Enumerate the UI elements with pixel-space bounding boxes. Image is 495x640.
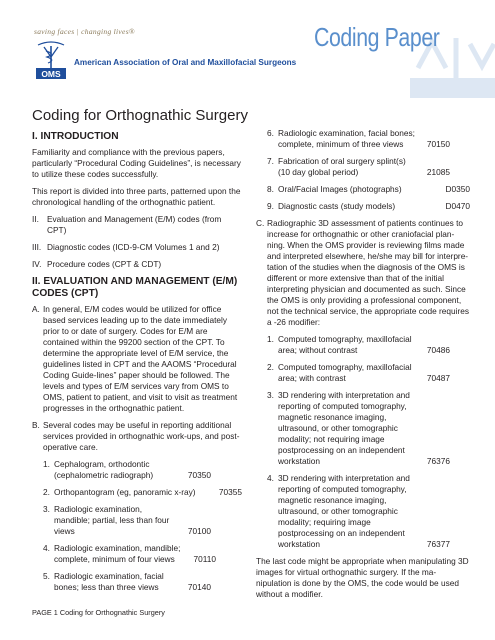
page-footer: PAGE 1 Coding for Orthognathic Surgery bbox=[32, 608, 165, 617]
part-item bbox=[32, 242, 242, 253]
code-number: 3. bbox=[43, 504, 50, 514]
part-text: Evaluation and Management (E/M) codes (from CPT) bbox=[47, 214, 222, 235]
code-value: 70150 bbox=[426, 139, 450, 149]
code-value: D0350 bbox=[445, 184, 470, 194]
section-text: In general, E/M codes would be utilized for office based services leading up to the date immediately prior to or date of surgery. Codes for E/M are contained within the 99200 section of the CPT. To determine the appropriate level of E/M service, the guidelines listed in CPT and the AAOMS “Procedural Coding Guide-lines” paper should be followed. The levels and types of E/M services vary from OMS to OMS, patient to patient, and visit to visit as treatment progresses in the orthognathic patient. bbox=[43, 304, 238, 413]
code-description: 3D rendering with interpretation and reporting of computed tomography, magnetic resonance imaging, ultrasound, or other tomographic modality; not requiring image postprocessing on an independent workstation bbox=[278, 390, 410, 466]
code-description: Diagnostic casts (study models) bbox=[278, 201, 396, 211]
section-label: B. bbox=[32, 420, 40, 430]
part-number: III. bbox=[32, 242, 42, 252]
code-number: 4. bbox=[267, 473, 274, 483]
part-text: Diagnostic codes (ICD-9-CM Volumes 1 and 2) bbox=[47, 242, 220, 252]
code-row bbox=[43, 504, 242, 537]
code-row bbox=[267, 128, 470, 150]
code-description: Orthopantogram (eg, panoramic x-ray) bbox=[54, 487, 196, 497]
code-number: 5. bbox=[43, 571, 50, 581]
left-column bbox=[32, 128, 242, 599]
code-value: 70110 bbox=[193, 554, 216, 564]
section-b bbox=[32, 420, 242, 453]
intro-paragraph: Familiarity and compliance with the previous papers, particularly “Procedural Coding Guidelines”, is necessary to utilize these codes successfully. bbox=[32, 147, 241, 179]
section-c bbox=[256, 218, 470, 328]
code-value: D0470 bbox=[445, 201, 470, 211]
code-value: 70355 bbox=[218, 487, 242, 497]
part-number: IV. bbox=[32, 259, 42, 269]
code-number: 9. bbox=[267, 201, 274, 211]
section-a bbox=[32, 304, 242, 414]
code-value: 70486 bbox=[426, 345, 450, 355]
code-number: 2. bbox=[43, 487, 50, 497]
code-description: Radiologic examination, facial bones; less than three views bbox=[54, 571, 164, 592]
code-row bbox=[267, 390, 470, 467]
code-row bbox=[267, 156, 470, 178]
code-row bbox=[267, 184, 470, 195]
logo-text: OMS bbox=[41, 69, 61, 79]
em-heading: II. EVALUATION AND MANAGEMENT (E/M) CODES (CPT) bbox=[32, 276, 238, 299]
right-column bbox=[256, 128, 470, 606]
code-description: Radiologic examination, facial bones; complete, minimum of three views bbox=[278, 128, 415, 149]
code-number: 8. bbox=[267, 184, 274, 194]
code-value: 76376 bbox=[426, 456, 450, 466]
code-value: 21085 bbox=[426, 167, 450, 177]
code-row bbox=[43, 543, 242, 565]
code-description: Cephalogram, orthodontic (cephalometric radiograph) bbox=[54, 459, 154, 480]
part-number: II. bbox=[32, 214, 39, 224]
code-value: 70487 bbox=[426, 373, 450, 383]
code-number: 3. bbox=[267, 390, 274, 400]
section-text: Several codes may be useful in reporting additional services provided in orthognathic work-ups, and post-operative care. bbox=[43, 420, 240, 452]
section-label: A. bbox=[32, 304, 40, 314]
code-row bbox=[43, 571, 242, 593]
part-item bbox=[32, 214, 242, 236]
c-code-list bbox=[267, 334, 470, 550]
closing-paragraph: The last code might be appropriate when manipulating 3D images for virtual orthognathic surgery. If the ma-nipulation is done by the OMS, the code would be used without a modifier. bbox=[256, 556, 469, 599]
b-code-list bbox=[43, 459, 242, 593]
code-number: 7. bbox=[267, 156, 274, 166]
code-description: Fabrication of oral surgery splint(s) (10 day global period) bbox=[278, 156, 406, 177]
section-text: Radiographic 3D assessment of patients continues to increase for orthognathic or other craniofacial plan-ning. When the OMS provider is reviewing films made and interpreted elsewhere, he/she may bill for interpre-tation of the studies when the diagnosis of the OMS is different or more extensive than that of the initial interpreting physician and documented as such. Since the OMS is only providing a professional component, not the technical service, the appropriate code requires a -26 modifier: bbox=[267, 218, 470, 327]
code-row bbox=[43, 487, 242, 498]
code-row bbox=[267, 201, 470, 212]
organization-name: American Association of Oral and Maxillofacial Surgeons bbox=[74, 58, 297, 67]
intro-paragraph: This report is divided into three parts, patterned upon the chronological handling of the orthognathic patient. bbox=[32, 186, 241, 207]
part-item bbox=[32, 259, 242, 270]
section-label: C. bbox=[256, 218, 265, 228]
code-value: 70100 bbox=[187, 526, 211, 536]
code-description: Oral/Facial Images (photographs) bbox=[278, 184, 402, 194]
code-description: Radiologic examination, mandible; partial, less than four views bbox=[54, 504, 170, 536]
code-row bbox=[43, 459, 242, 481]
code-value: 70140 bbox=[187, 582, 211, 592]
code-row bbox=[267, 334, 470, 356]
page-title: Coding for Orthognathic Surgery bbox=[32, 107, 248, 124]
b-code-list-continued bbox=[267, 128, 470, 212]
code-number: 1. bbox=[267, 334, 274, 344]
part-text: Procedure codes (CPT & CDT) bbox=[47, 259, 162, 269]
aaoms-logo bbox=[32, 41, 70, 81]
code-description: Radiologic examination, mandible; complete, minimum of four views bbox=[54, 543, 181, 564]
code-row bbox=[267, 362, 470, 384]
code-description: Computed tomography, maxillofacial area; with contrast bbox=[278, 362, 412, 383]
code-number: 2. bbox=[267, 362, 274, 372]
coding-paper-title: Coding Paper bbox=[314, 22, 440, 52]
code-number: 4. bbox=[43, 543, 50, 553]
code-value: 76377 bbox=[426, 539, 450, 549]
code-value: 70350 bbox=[187, 470, 211, 480]
code-description: 3D rendering with interpretation and reporting of computed tomography, magnetic resonance imaging, ultrasound, or other tomographic modality; requiring image postprocessing on an independent workstation bbox=[278, 473, 410, 549]
tagline: saving faces | changing lives® bbox=[34, 27, 135, 36]
code-description: Computed tomography, maxillofacial area; without contrast bbox=[278, 334, 412, 355]
code-row bbox=[267, 473, 470, 550]
code-number: 1. bbox=[43, 459, 50, 469]
code-number: 6. bbox=[267, 128, 274, 138]
introduction-heading: I. INTRODUCTION bbox=[32, 131, 119, 142]
